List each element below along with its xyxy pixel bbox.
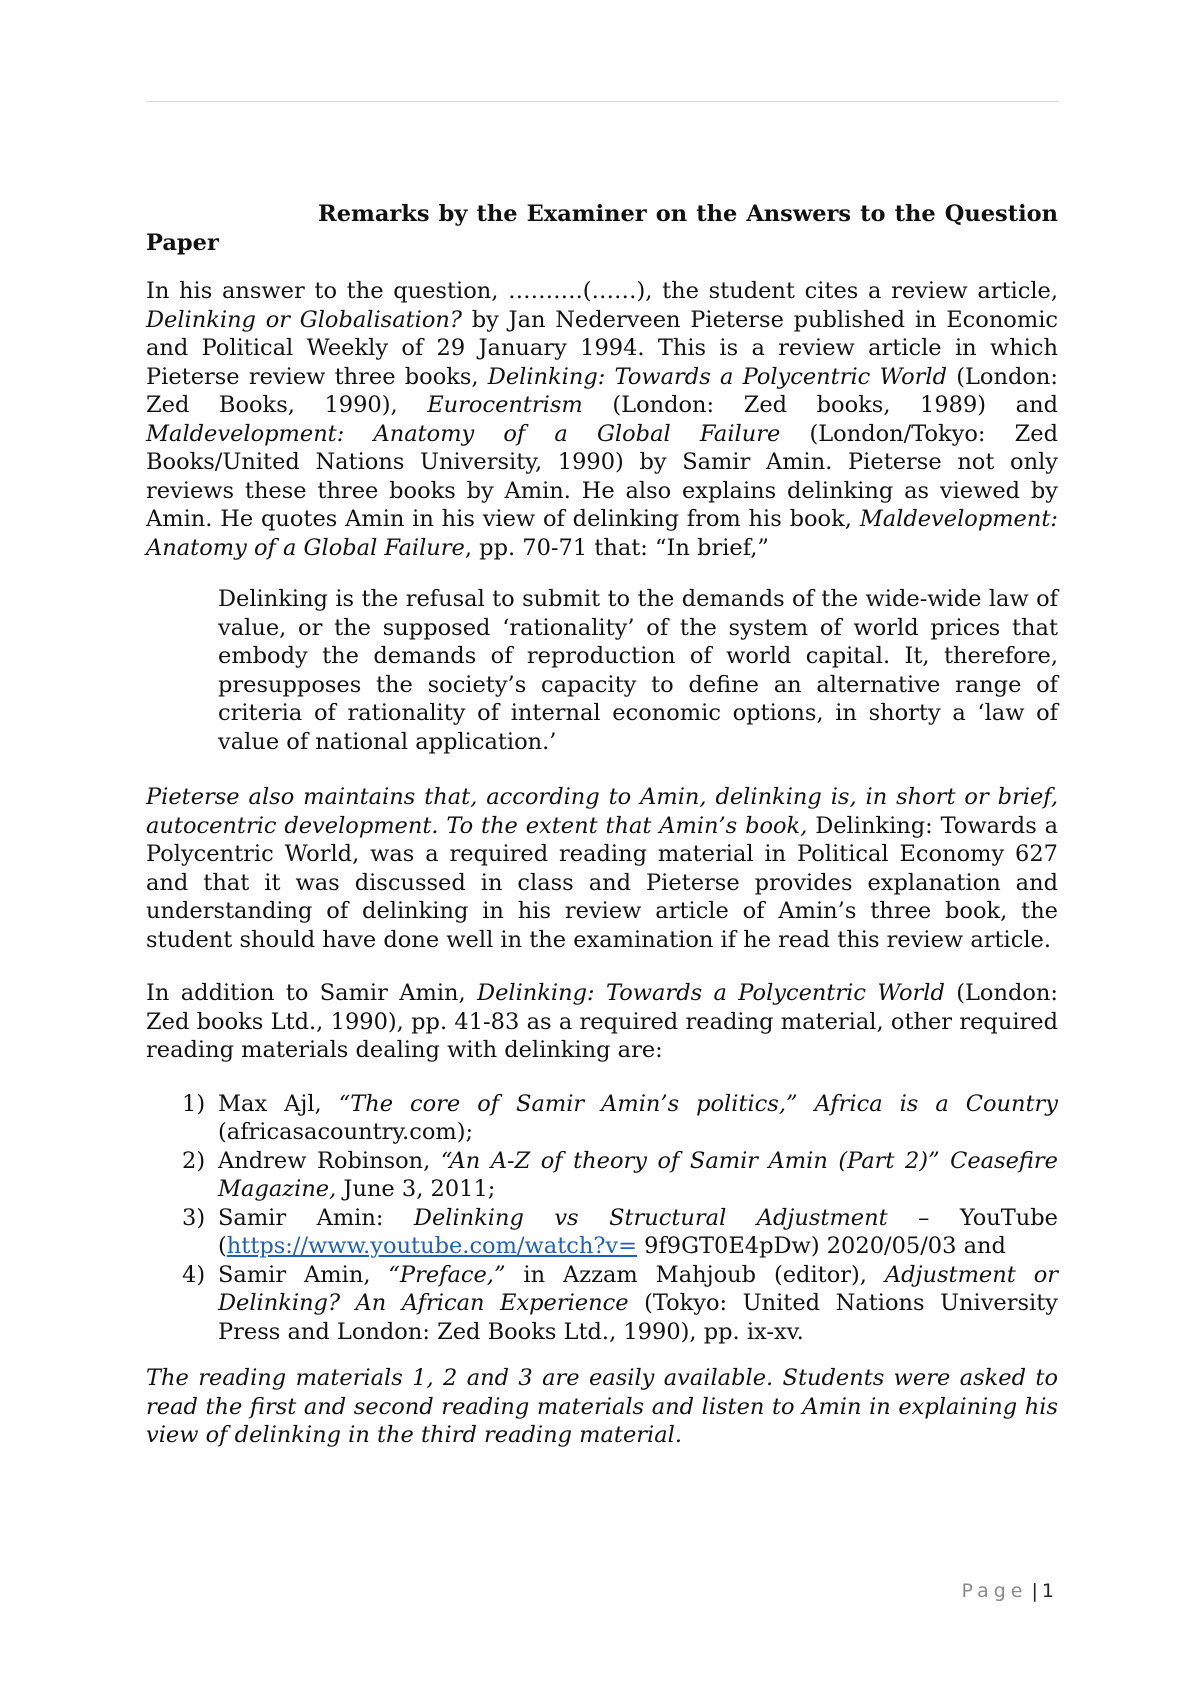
para3-text-2: (London: Zed books Ltd., 1990), pp. 41-83 as a required reading material, other required reading materials dealing with delinking are: <box>146 980 1058 1063</box>
list-title: “The core of Samir Amin’s politics,” Africa is a Country <box>338 1090 1058 1117</box>
list-text: Andrew Robinson, <box>218 1147 441 1174</box>
para1-title-book-3-repeat: Maldevelopment: Anatomy of a Global Failure <box>146 506 1058 561</box>
page-footer <box>962 1580 1055 1602</box>
para2-italic: Pieterse also maintains that, according to Amin, delinking is, in short or brief, autocentric development. To the extent that Amin’s book, <box>146 784 1058 839</box>
list-text: June 3, 2011; <box>336 1176 496 1202</box>
list-item <box>182 1147 1058 1204</box>
para1-text-6: , pp. 70-71 that: “In brief,” <box>464 534 769 561</box>
para3-title: Delinking: Towards a Polycentric World <box>477 980 945 1006</box>
list-number: 4) <box>182 1261 206 1288</box>
list-text: 9f9GT0E4pDw) 2020/05/03 and <box>636 1233 1006 1259</box>
para1-title-article: Delinking or Globalisation? <box>146 306 462 333</box>
list-text: (Tokyo: United Nations University Press and London: Zed Books Ltd., 1990), pp. ix-xv. <box>218 1290 1058 1345</box>
block-quote: Delinking is the refusal to submit to the demands of the wide-wide law of value, or the supposed ‘rationality’ of the system of world prices that embody the demands of reproduction of world capital. It, therefore, presupposes the society’s capacity to define an alternative range of criteria of rationality of internal economic options, in shorty a ‘law of value of national application.’ <box>218 586 1058 755</box>
para1-text-1: In his answer to the question, ……….(……), the student cites a review article, <box>146 278 1058 304</box>
list-text: in Azzam Mahjoub (editor), <box>505 1261 885 1288</box>
list-title: Adjustment or Delinking? An African Experience <box>218 1261 1059 1316</box>
list-text: Max Ajl, <box>218 1090 339 1117</box>
page-number: 1 <box>1041 1580 1054 1602</box>
youtube-link[interactable]: https://www.youtube.com/watch?v= <box>226 1233 637 1259</box>
list-text: – YouTube ( <box>218 1204 1058 1259</box>
para4-italic: The reading materials 1, 2 and 3 are easily available. Students were asked to read the first and second reading materials and listen to Amin in explaining his view of delinking in the third reading material. <box>146 1365 1058 1448</box>
para1-text-2: by Jan Nederveen Pieterse published in Economic and Political Weekly of 29 January 1994. This is a review article in which Pieterse review three books, <box>146 306 1058 390</box>
document-body <box>146 200 1058 1475</box>
para1-text-4: (London: Zed books, 1989) and <box>582 392 1058 418</box>
list-text: Samir Amin, <box>218 1261 389 1288</box>
page-separator: | <box>1031 1580 1038 1602</box>
list-number: 1) <box>182 1090 206 1117</box>
paragraph-readings <box>146 979 1058 1065</box>
reading-list <box>146 1090 1058 1347</box>
para1-text-5: (London/Tokyo: Zed Books/United Nations University, 1990) by Samir Amin. Pieterse not only reviews these three books by Amin. He also explains delinking as viewed by Amin. He quotes Amin in his view of delinking from his book, <box>146 420 1058 532</box>
list-title: “Preface,” <box>388 1261 506 1288</box>
para3-text-1: In addition to Samir Amin, <box>146 980 478 1006</box>
list-text: Samir Amin: <box>218 1204 414 1231</box>
list-text: (africasacountry.com); <box>218 1119 474 1145</box>
list-title: “An A-Z of theory of Samir Amin (Part 2)” Ceasefire Magazine, <box>218 1147 1058 1202</box>
list-item <box>182 1204 1058 1261</box>
list-number: 3) <box>182 1204 206 1231</box>
page-label: Page <box>961 1580 1028 1602</box>
header-rule <box>146 101 1058 102</box>
para1-text-3: (London: Zed Books, 1990), <box>146 363 1058 418</box>
page-title: Remarks by the Examiner on the Answers to the Question Paper <box>146 201 1058 256</box>
paragraph-intro <box>146 277 1058 562</box>
list-item <box>182 1261 1059 1347</box>
para1-title-book-2: Eurocentrism <box>427 392 583 418</box>
paragraph-closing <box>146 1364 1058 1450</box>
list-item <box>182 1090 1058 1147</box>
list-title: Delinking vs Structural Adjustment <box>413 1204 888 1231</box>
para1-title-book-1: Delinking: Towards a Polycentric World <box>487 363 947 390</box>
para2-text: Delinking: Towards a Polycentric World, was a required reading material in Political Economy 627 and that it was discussed in class and Pieterse provides explanation and understanding of delinking in his review article of Amin’s three book, the student should have done well in the examination if he read this review article. <box>146 812 1059 953</box>
paragraph-pieterse <box>146 783 1058 954</box>
list-number: 2) <box>182 1147 206 1174</box>
para1-title-book-3: Maldevelopment: Anatomy of a Global Failure <box>146 420 781 447</box>
